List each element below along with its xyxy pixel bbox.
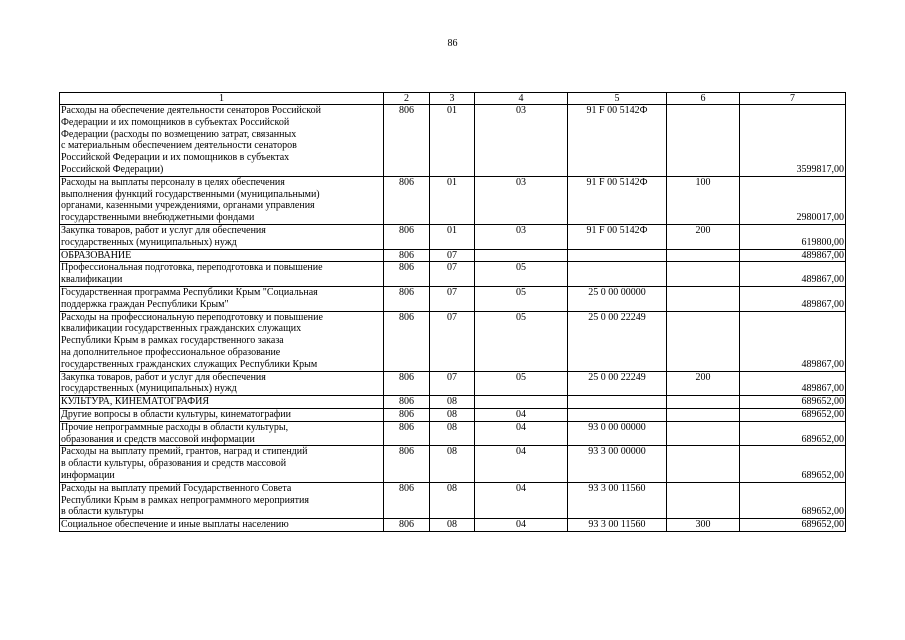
row-description: ОБРАЗОВАНИЕ [60, 249, 384, 262]
subsection-code: 04 [475, 482, 568, 518]
target-article-code [568, 262, 667, 287]
section-code: 07 [430, 371, 475, 396]
amount-value: 489867,00 [740, 249, 846, 262]
expense-type-code [667, 262, 740, 287]
table-row [60, 519, 846, 532]
ministry-code: 806 [384, 408, 430, 421]
table-row [60, 396, 846, 409]
target-article-code: 91 F 00 5142Ф [568, 176, 667, 224]
section-code: 07 [430, 262, 475, 287]
subsection-code: 05 [475, 286, 568, 311]
section-code: 07 [430, 311, 475, 371]
expense-type-code [667, 421, 740, 446]
ministry-code: 806 [384, 446, 430, 482]
amount-value: 489867,00 [740, 371, 846, 396]
table-row [60, 371, 846, 396]
amount-value: 689652,00 [740, 421, 846, 446]
section-code: 08 [430, 519, 475, 532]
subsection-code: 04 [475, 421, 568, 446]
ministry-code: 806 [384, 105, 430, 177]
amount-value: 489867,00 [740, 311, 846, 371]
amount-value: 689652,00 [740, 519, 846, 532]
expense-type-code: 200 [667, 371, 740, 396]
header-cell: 3 [430, 93, 475, 105]
target-article-code: 93 3 00 00000 [568, 446, 667, 482]
subsection-code: 03 [475, 224, 568, 249]
expense-type-code [667, 482, 740, 518]
section-code: 01 [430, 224, 475, 249]
amount-value: 2980017,00 [740, 176, 846, 224]
row-description: Социальное обеспечение и иные выплаты населению [60, 519, 384, 532]
section-code: 01 [430, 105, 475, 177]
header-cell: 1 [60, 93, 384, 105]
header-cell: 6 [667, 93, 740, 105]
table-row [60, 286, 846, 311]
target-article-code: 25 0 00 22249 [568, 371, 667, 396]
section-code: 08 [430, 408, 475, 421]
row-description: Государственная программа Республики Крым "Социальная поддержка граждан Республики Крым" [60, 286, 384, 311]
row-description: Прочие непрограммные расходы в области культуры, образования и средств массовой информации [60, 421, 384, 446]
table-row [60, 262, 846, 287]
section-code: 08 [430, 396, 475, 409]
header-cell: 5 [568, 93, 667, 105]
amount-value: 689652,00 [740, 482, 846, 518]
table-row [60, 311, 846, 371]
header-cell: 2 [384, 93, 430, 105]
expense-type-code [667, 311, 740, 371]
subsection-code: 04 [475, 446, 568, 482]
expense-type-code [667, 286, 740, 311]
amount-value: 489867,00 [740, 262, 846, 287]
section-code: 08 [430, 446, 475, 482]
section-code: 01 [430, 176, 475, 224]
target-article-code: 93 3 00 11560 [568, 519, 667, 532]
subsection-code [475, 396, 568, 409]
subsection-code: 03 [475, 105, 568, 177]
expense-type-code: 300 [667, 519, 740, 532]
amount-value: 489867,00 [740, 286, 846, 311]
page-number: 86 [447, 38, 458, 49]
row-description: Расходы на выплату премий, грантов, наград и стипендий в области культуры, образования и средств массовой информации [60, 446, 384, 482]
amount-value: 3599817,00 [740, 105, 846, 177]
table-row [60, 482, 846, 518]
subsection-code: 04 [475, 519, 568, 532]
row-description: Профессиональная подготовка, переподготовка и повышение квалификации [60, 262, 384, 287]
target-article-code: 25 0 00 00000 [568, 286, 667, 311]
amount-value: 689652,00 [740, 396, 846, 409]
table-row [60, 249, 846, 262]
row-description: Закупка товаров, работ и услуг для обеспечения государственных (муниципальных) нужд [60, 371, 384, 396]
ministry-code: 806 [384, 249, 430, 262]
ministry-code: 806 [384, 176, 430, 224]
section-code: 07 [430, 286, 475, 311]
section-code: 07 [430, 249, 475, 262]
subsection-code: 05 [475, 311, 568, 371]
table-row [60, 105, 846, 177]
header-row [60, 93, 846, 105]
table-row [60, 421, 846, 446]
budget-table [59, 92, 846, 532]
header-cell: 7 [740, 93, 846, 105]
target-article-code [568, 249, 667, 262]
table-row [60, 176, 846, 224]
ministry-code: 806 [384, 371, 430, 396]
expense-type-code: 200 [667, 224, 740, 249]
row-description: Другие вопросы в области культуры, кинематографии [60, 408, 384, 421]
target-article-code: 91 F 00 5142Ф [568, 105, 667, 177]
ministry-code: 806 [384, 396, 430, 409]
amount-value: 619800,00 [740, 224, 846, 249]
ministry-code: 806 [384, 421, 430, 446]
amount-value: 689652,00 [740, 446, 846, 482]
ministry-code: 806 [384, 519, 430, 532]
row-description: КУЛЬТУРА, КИНЕМАТОГРАФИЯ [60, 396, 384, 409]
ministry-code: 806 [384, 262, 430, 287]
target-article-code: 93 3 00 11560 [568, 482, 667, 518]
row-description: Расходы на выплату премий Государственного Совета Республики Крым в рамках непрограммного мероприятия в области культуры [60, 482, 384, 518]
target-article-code: 93 0 00 00000 [568, 421, 667, 446]
expense-type-code [667, 105, 740, 177]
target-article-code: 25 0 00 22249 [568, 311, 667, 371]
amount-value: 689652,00 [740, 408, 846, 421]
subsection-code: 05 [475, 262, 568, 287]
section-code: 08 [430, 421, 475, 446]
table-row [60, 408, 846, 421]
expense-type-code [667, 249, 740, 262]
row-description: Закупка товаров, работ и услуг для обеспечения государственных (муниципальных) нужд [60, 224, 384, 249]
table-row [60, 224, 846, 249]
section-code: 08 [430, 482, 475, 518]
subsection-code: 05 [475, 371, 568, 396]
target-article-code: 91 F 00 5142Ф [568, 224, 667, 249]
ministry-code: 806 [384, 286, 430, 311]
table-row [60, 446, 846, 482]
row-description: Расходы на обеспечение деятельности сенаторов Российской Федерации и их помощников в субъектах Российской Федерации (расходы по возмещению затрат, связанных с материальным обеспечением деятельности сенаторов Российской Федерации и их помощников в субъектах Российской Федерации) [60, 105, 384, 177]
target-article-code [568, 408, 667, 421]
expense-type-code [667, 446, 740, 482]
ministry-code: 806 [384, 482, 430, 518]
target-article-code [568, 396, 667, 409]
ministry-code: 806 [384, 224, 430, 249]
subsection-code [475, 249, 568, 262]
expense-type-code: 100 [667, 176, 740, 224]
header-cell: 4 [475, 93, 568, 105]
expense-type-code [667, 396, 740, 409]
row-description: Расходы на профессиональную переподготовку и повышение квалификации государственных гражданских служащих Республики Крым в рамках государственного заказа на дополнительное профессиональное образование государственных гражданских служащих Республики Крым [60, 311, 384, 371]
subsection-code: 04 [475, 408, 568, 421]
row-description: Расходы на выплаты персоналу в целях обеспечения выполнения функций государственными (муниципальными) органами, казенными учреждениями, органами управления государственными внебюджетными фондами [60, 176, 384, 224]
subsection-code: 03 [475, 176, 568, 224]
expense-type-code [667, 408, 740, 421]
ministry-code: 806 [384, 311, 430, 371]
